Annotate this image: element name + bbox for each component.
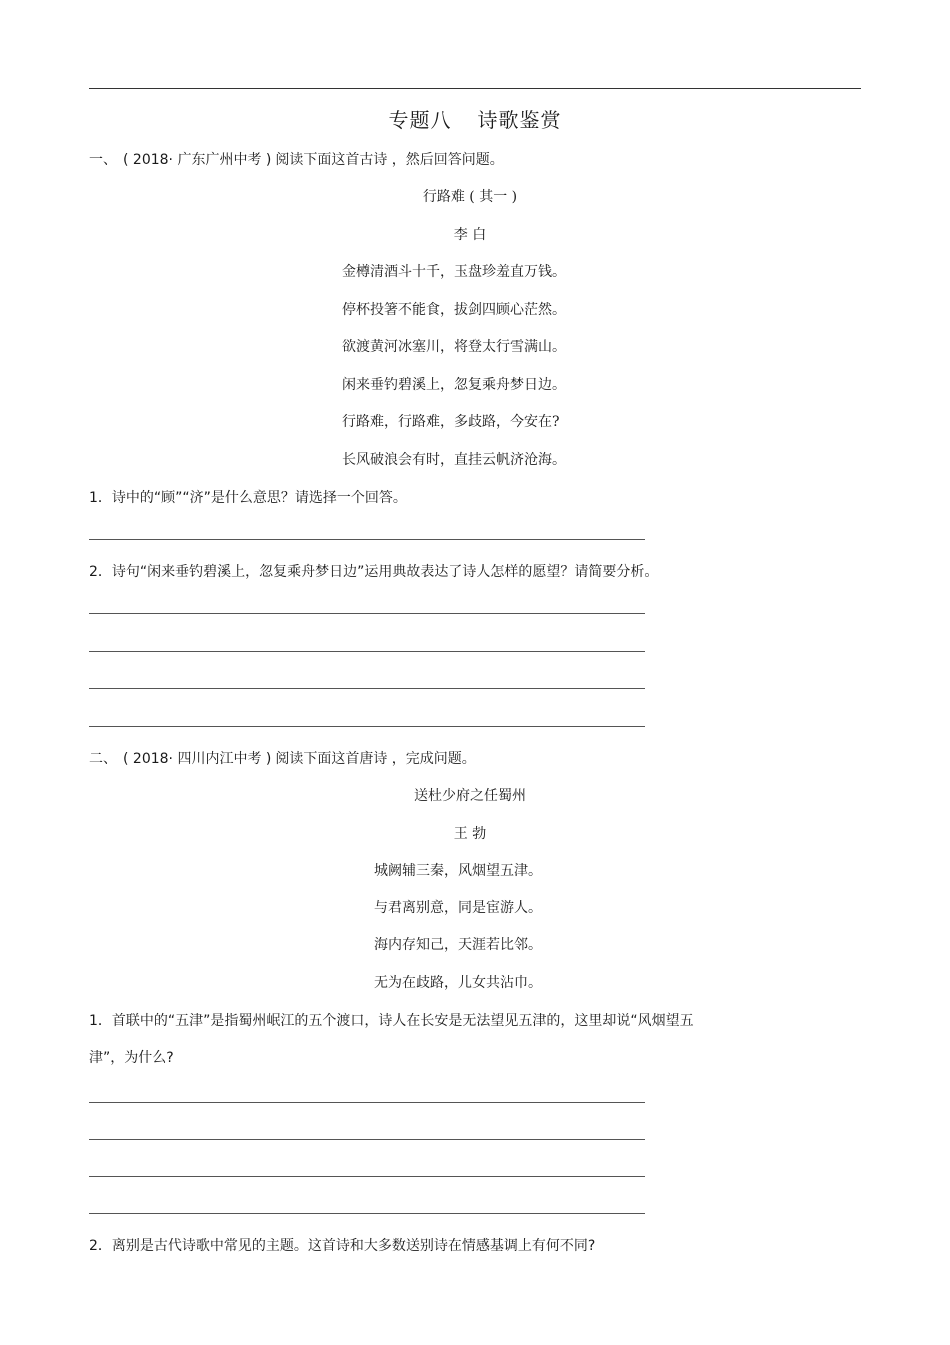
page-title — [0, 104, 950, 133]
section1-question-2: 2．诗句“闲来垂钓碧溪上，忽复乘舟梦日边”运用典故表达了诗人怎样的愿望？请简要分析。 — [89, 564, 659, 580]
poem1-line: 行路难，行路难，多歧路，今安在? — [342, 414, 560, 430]
title-part-1: 专题八 — [388, 108, 452, 132]
answer-line[interactable] — [89, 726, 645, 727]
answer-line[interactable] — [89, 539, 645, 540]
poem1-line: 金樽清酒斗十千，玉盘珍羞直万钱。 — [342, 264, 566, 280]
answer-line[interactable] — [89, 651, 645, 652]
answer-line[interactable] — [89, 1176, 645, 1177]
section2-question-1: 1．首联中的“五津”是指蜀州岷江的五个渡口，诗人在长安是无法望见五津的，这里却说“风烟望五 — [89, 1013, 694, 1029]
poem1-title: 行路难 ( 其一 ) — [422, 189, 518, 205]
answer-line[interactable] — [89, 688, 645, 689]
section2-instruction: 阅读下面这首唐诗 ，完成问题。 — [275, 751, 476, 767]
answer-line[interactable] — [89, 1139, 645, 1140]
section1-question-1: 1．诗中的“顾”“济”是什么意思？请选择一个回答。 — [89, 490, 407, 506]
section2-question-2: 2．离别是古代诗歌中常见的主题。这首诗和大多数送别诗在情感基调上有何不同? — [89, 1238, 596, 1254]
poem2-line: 与君离别意，同是宦游人。 — [374, 900, 542, 916]
answer-line[interactable] — [89, 1213, 645, 1214]
section2-question-1-continued: 津”，为什么? — [89, 1050, 174, 1066]
poem1-line: 长风破浪会有时，直挂云帆济沧海。 — [342, 452, 566, 468]
answer-line[interactable] — [89, 1102, 645, 1103]
title-part-2: 诗歌鉴赏 — [477, 108, 562, 132]
section1-instruction: 阅读下面这首古诗 ，然后回答问题。 — [275, 152, 504, 168]
answer-line[interactable] — [89, 613, 645, 614]
poem2-author: 王 勃 — [453, 826, 487, 842]
section2-heading — [89, 749, 476, 769]
section2-source: ( 2018· 四川内江中考 ) — [123, 751, 272, 767]
poem1-line: 停杯投箸不能食，拔剑四顾心茫然。 — [342, 302, 566, 318]
section2-number: 二、 — [89, 751, 117, 767]
poem2-line: 无为在歧路，儿女共沾巾。 — [374, 975, 542, 991]
poem2-line: 城阙辅三秦，风烟望五津。 — [374, 863, 542, 879]
poem2-title: 送杜少府之任蜀州 — [414, 788, 526, 804]
poem1-author: 李 白 — [453, 227, 487, 243]
section1-number: 一、 — [89, 152, 117, 168]
poem1-line: 欲渡黄河冰塞川，将登太行雪满山。 — [342, 339, 566, 355]
poem2-line: 海内存知己，天涯若比邻。 — [374, 937, 542, 953]
section1-source: ( 2018· 广东广州中考 ) — [123, 152, 272, 168]
section1-heading — [89, 150, 504, 170]
poem1-line: 闲来垂钓碧溪上，忽复乘舟梦日边。 — [342, 377, 566, 393]
header-rule — [89, 88, 861, 89]
